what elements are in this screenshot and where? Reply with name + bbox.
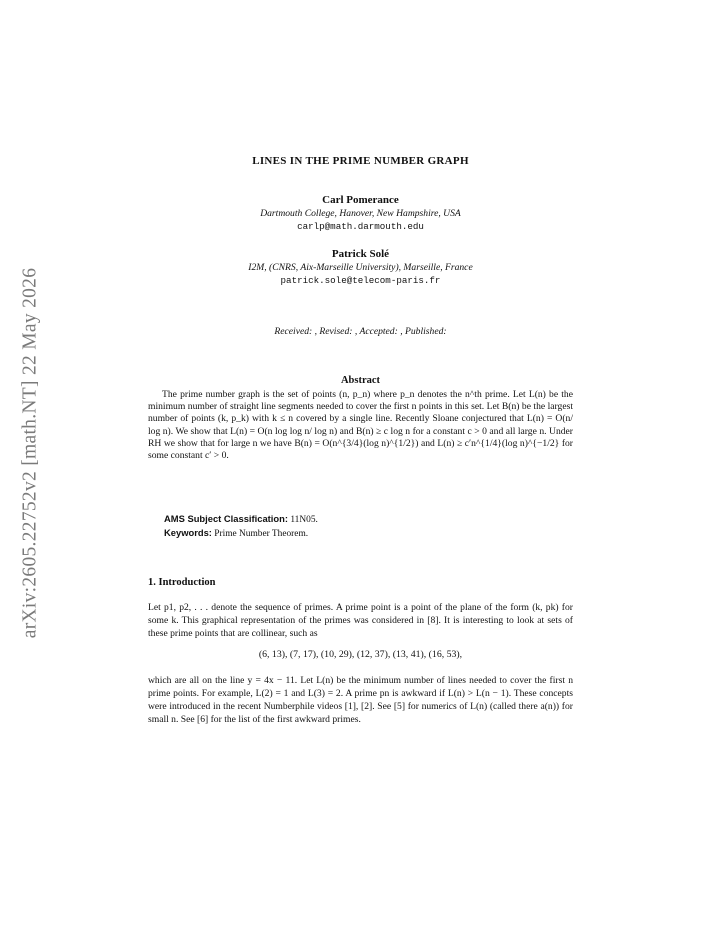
keywords-label: Keywords: <box>164 527 212 538</box>
ams-label: AMS Subject Classification: <box>164 513 288 524</box>
ams-classification <box>164 512 573 527</box>
author-name: Patrick Solé <box>331 248 390 260</box>
arxiv-stamp <box>12 243 48 663</box>
publication-dates: Received: , Revised: , Accepted: , Published: <box>274 326 447 337</box>
abstract-text <box>148 389 573 462</box>
collinear-points-display: (6, 13), (7, 17), (10, 29), (12, 37), (13, 41), (16, 53), <box>258 649 463 660</box>
intro-paragraph-2: which are all on the line y = 4x − 11. Let L(n) be the minimum number of lines needed to cover the first n prime points. For example, L(2) = 1 and L(3) = 2. A prime pn is awkward if L(n) > L(n − 1). These concepts were introduced in the recent Numberphile videos [1], [2]. See [5] for numerics of L(n) (called there a(n)) for small n. See [6] for the list of the first awkward primes. <box>148 675 573 725</box>
paper-title: LINES IN THE PRIME NUMBER GRAPH <box>252 155 469 167</box>
author-name: Carl Pomerance <box>322 194 399 206</box>
abstract-line: prime. Let L(n) be the minimum number of straight line segments needed to <box>148 389 573 413</box>
abstract-line: cover the first n points in this set. Let B(n) be the largest number of points <box>148 401 573 425</box>
author-email: carlp@math.darmouth.edu <box>297 221 424 232</box>
keywords <box>164 526 573 541</box>
section-heading: 1. Introduction <box>148 577 216 588</box>
intro-paragraph-1: Let p1, p2, . . . denote the sequence of primes. A prime point is a point of the plane of the form (k, pk) for some k. This graphical representation of the primes was considered in [8]. It is interesting to look at sets of these prime points that are collinear, such as <box>148 602 573 639</box>
author-block-2 <box>148 247 573 287</box>
author-affiliation: I2M, (CNRS, Aix-Marseille University), Marseille, France <box>248 262 473 273</box>
abstract-line: B(n) = O(n^{3/4}(log n)^{1/2}) and L(n) ≥ c′n^{1/4}(log n)^{−1/2} for some constant c′ > 0. <box>148 437 574 462</box>
author-block-1 <box>148 193 573 233</box>
author-email: patrick.sole@telecom-paris.fr <box>280 275 441 286</box>
abstract-heading: Abstract <box>340 375 381 386</box>
abstract-line: for a constant c > 0 and all large n. Under RH we show that for large n we have <box>148 425 573 449</box>
arxiv-identifier: arXiv:2605.22752v2 [math.NT] 22 May 2026 <box>19 267 40 639</box>
abstract-line: L(n) = O(n/ log n). We show that L(n) = O(n log log n/ log n) and B(n) ≥ c log n <box>148 413 573 437</box>
ams-value: 11N05. <box>290 515 318 525</box>
abstract-line: The prime number graph is the set of points (n, p_n) where p_n denotes the n^th <box>162 389 482 400</box>
abstract-line: (k, p_k) with k ≤ n covered by a single line. Recently Sloane conjectured that <box>217 413 524 425</box>
author-affiliation: Dartmouth College, Hanover, New Hampshire, USA <box>260 208 461 219</box>
keywords-value: Prime Number Theorem. <box>214 529 309 539</box>
